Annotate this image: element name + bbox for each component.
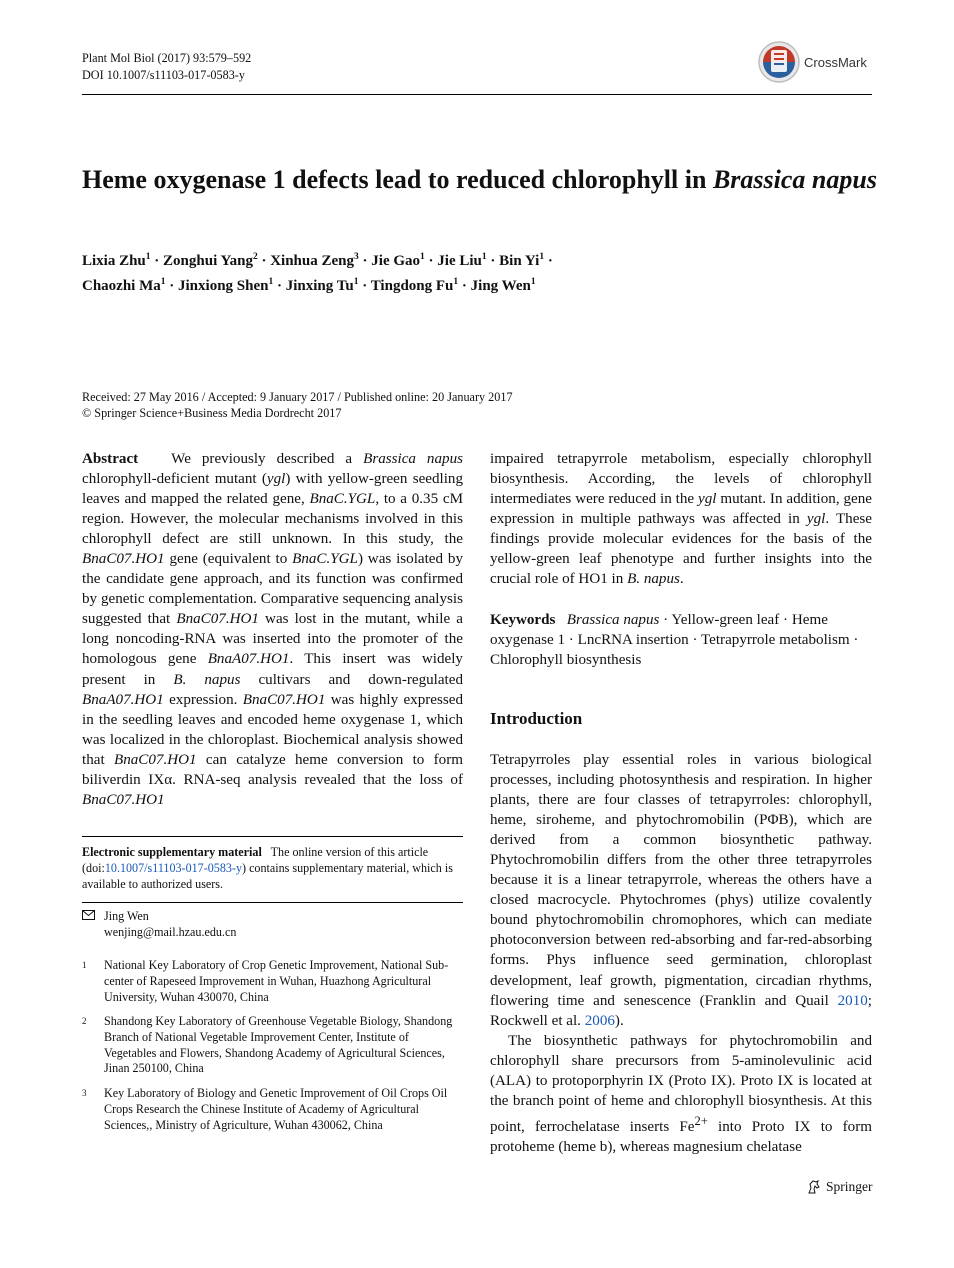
introduction-paragraph-2: The biosynthetic pathways for phytochromobilin and chlorophyll share precursors from 5-aminolevulinic acid (ALA) to protoporphyrin IX (Proto IX). Proto IX is located at the branch point of heme and chlorophyll biosynthesis. At this point, ferrochelatase inserts $Fe^{2+}$ into Proto IX to form protoheme (heme b), whereas magnesium chelatase [490, 1032, 872, 1155]
supplementary-label: Electronic supplementary material [82, 845, 262, 859]
crossmark-icon [757, 40, 801, 84]
author-list: Lixia Zhu$^1$ · Zonghui Yang$^2$ · Xinhua Zeng$^3$ · Jie Gao$^1$ · Jie Liu$^1$ · Bin $Yi^1$ · Chaozhi $Ma^1$ · Jinxiong Shen$^1$ · Jinxing $Tu^1$ · Tingdong $Fu^1$ · Jing Wen$^1$ [82, 252, 553, 294]
running-header [82, 50, 251, 83]
author-affiliation-number: 1 [268, 277, 274, 287]
corresponding-email[interactable]: wenjing@mail.hzau.edu.cn [104, 924, 237, 939]
supplementary-text-before: The online version of this article (doi: [82, 845, 429, 875]
introduction-body [490, 750, 872, 1157]
title-main: Heme oxygenase 1 defects lead to reduced chlorophyll in [82, 165, 713, 194]
affiliation-text: Key Laboratory of Biology and Genetic Improvement of Oil Crops Oil Crops Research the Chinese Institute of Academy of Agricultural Sciences,, Ministry of Agriculture, Wuhan 430062, China [104, 1086, 448, 1132]
affiliation-number: 1 [82, 960, 87, 970]
springer-horse-icon [806, 1179, 822, 1195]
author-affiliation-number: 3 [354, 252, 359, 262]
author-name: Lixia Zhu [82, 253, 146, 269]
author-name: Jinxing Tu [285, 278, 354, 294]
affiliation-text: Shandong Key Laboratory of Greenhouse Vegetable Biology, Shandong Branch of National Vegetable Improvement Center, Institute of Vegetables and Flowers, Shandong Academy of Agricultural Sciences, Jinan 250100, China [104, 1014, 453, 1076]
author-name: Bin Yi [499, 253, 540, 269]
introduction-heading: Introduction [490, 709, 583, 728]
doi-line: DOI 10.1007/s11103-017-0583-y [82, 67, 245, 82]
envelope-icon [82, 910, 95, 926]
dates-line: Received: 27 May 2016 / Accepted: 9 January 2017 / Published online: 20 January 2017 [82, 390, 513, 404]
footnote-rule [82, 836, 463, 837]
publication-dates [82, 389, 513, 421]
title-species: Brassica napus [712, 165, 877, 194]
affiliation-number: 2 [82, 1016, 87, 1026]
affiliation-text: National Key Laboratory of Crop Genetic Improvement, National Sub-center of Rapeseed Improvement in Wuhan, Huazhong Agricultural University, Wuhan 430070, China [104, 958, 449, 1004]
supplementary-doi-link[interactable]: 10.1007/s11103-017-0583-y [104, 860, 243, 875]
publisher-footer [806, 1179, 873, 1195]
journal-citation: Plant Mol Biol (2017) 93:579–592 [82, 51, 252, 65]
author-affiliation-number: 1 [160, 277, 166, 287]
author-affiliation-number: 1 [481, 252, 487, 262]
abstract-continuation-text: impaired tetrapyrrole metabolism, especially chlorophyll biosynthesis. According, the levels of chlorophyll intermediates were reduced in the ygl mutant. In addition, gene expression in multiple pathways was affected in ygl. These findings provide molecular evidences for the basis of the yellow-green leaf phenotype and further insights into the crucial role of HO1 in B. napus. [490, 451, 872, 588]
author-affiliation-number: 1 [420, 252, 425, 262]
author-name: Jie Gao [371, 253, 421, 269]
footnote-rule-2 [82, 902, 463, 903]
introduction-paragraph-1: Tetrapyrroles play essential roles in various biological processes, including photosynthesis and respiration. In higher plants, there are four classes of tetrapyrroles: chlorophyll, heme, siroheme, and phytochromobilin (PΦB), which are derived from a common biosynthetic pathway. Phytochromobilin differs from the other three tetrapyrroles because it is a linear tetrapyrrole, whereas the others have a closed macrocycle. Phytochromes (phys) utilize covalently bound phytochromobilin chromophores, which can mediate photoconversion between red-absorbing and far-red-absorbing forms. Phys influence seed germination, chloroplast development, leaf growth, pigmentation, circadian rhythms, flowering time and senescence (Franklin and Quail 2010; Rockwell et al. 2006). [490, 752, 872, 1029]
author-affiliation-number: 2 [252, 252, 258, 262]
keywords-text: Brassica napus · Yellow-green leaf · Heme oxygenase 1 · LncRNA insertion · Tetrapyrrole metabolism · Chlorophyll biosynthesis [490, 612, 859, 669]
abstract-text: We previously described a Brassica napus chlorophyll-deficient mutant (ygl) with yellow-green seedling leaves and mapped the related gene, BnaC.YGL, to a 0.35 cM region. However, the molecular mechanisms involved in this chlorophyll defect are still unknown. In this study, the BnaC07.HO1 gene (equivalent to BnaC.YGL) was isolated by the candidate gene approach, and its function was confirmed by genetic complementation. Comparative sequencing analysis suggested that BnaC07.HO1 was lost in the mutant, while a long noncoding-RNA was inserted into the promoter of the homologous gene BnaA07.HO1. This insert was widely present in B. napus cultivars and down-regulated BnaA07.HO1 expression. BnaC07.HO1 was highly expressed in the seedling leaves and encoded heme oxygenase 1, which was localized in the chloroplast. Biochemical analysis showed that BnaC07.HO1 can catalyze heme conversion to form biliverdin IXα. RNA-seq analysis revealed that the loss of BnaC07.HO1 [82, 451, 464, 808]
supplementary-note [82, 845, 463, 892]
author-affiliation-number: 1 [453, 277, 459, 287]
author-name: Chaozhi Ma [82, 278, 161, 294]
crossmark-label: CrossMark [804, 54, 867, 70]
header-rule [82, 94, 872, 95]
publisher-name: Springer [826, 1179, 873, 1194]
crossmark-badge[interactable] [757, 40, 867, 84]
author-name: Xinhua Zeng [270, 253, 355, 269]
corresponding-name: Jing Wen [104, 909, 149, 923]
abstract-label: Abstract [82, 451, 139, 467]
author-name: Jinxiong Shen [178, 278, 269, 294]
keywords-label: Keywords [490, 612, 556, 628]
author-affiliation-number: 1 [530, 277, 536, 287]
article-title [82, 165, 882, 194]
author-affiliation-number: 1 [145, 252, 151, 262]
author-name: Jie Liu [437, 253, 482, 269]
author-name: Tingdong Fu [370, 278, 454, 294]
author-affiliation-number: 1 [539, 252, 545, 262]
affiliation-number: 3 [82, 1088, 87, 1098]
copyright-line: © Springer Science+Business Media Dordrecht 2017 [82, 406, 342, 420]
keywords [490, 610, 872, 670]
author-affiliation-number: 1 [353, 277, 359, 287]
author-name: Jing Wen [470, 278, 531, 294]
supplementary-text-after: ) contains supplementary material, which is available to authorized users. [82, 860, 453, 891]
author-name: Zonghui Yang [163, 253, 253, 269]
abstract [82, 449, 463, 810]
abstract-continuation [490, 449, 872, 589]
